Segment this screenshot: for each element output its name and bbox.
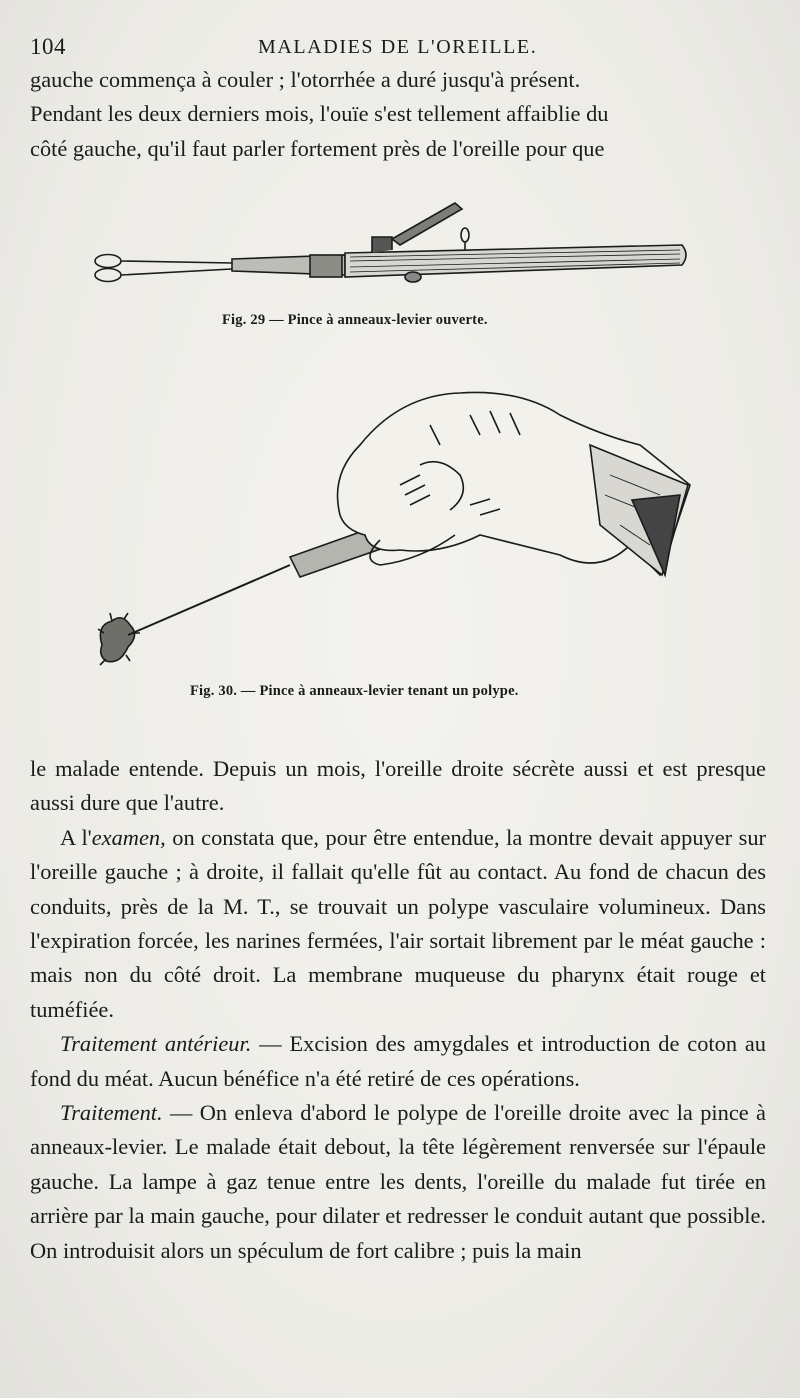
page-number: 104 bbox=[30, 34, 66, 59]
hand-holding-forceps-illustration bbox=[0, 385, 800, 685]
paragraph bbox=[30, 1027, 766, 1096]
italic-heading: Traitement antérieur. bbox=[60, 1031, 252, 1057]
text-top bbox=[30, 63, 766, 166]
paragraph bbox=[30, 1096, 766, 1268]
italic-term: examen, bbox=[91, 824, 166, 850]
paragraph-lead: A l' bbox=[60, 824, 92, 850]
text-line: Pendant les deux derniers mois, l'ouïe s'est tellement affaiblie du bbox=[30, 101, 609, 127]
paragraph-body: — On enleva d'abord le polype de l'oreille droite avec la pince à anneaux-levier. Le malade était debout, la tête légèrement renversée sur l'épaule gauche. La lampe à gaz tenue entre les dents, l'oreille du malade fut tirée en arrière par la main gauche, pour dilater et redresser le conduit autant que possible. On introduisit alors un spéculum de fort calibre ; puis la main bbox=[30, 1100, 766, 1263]
paragraph-body: — Excision des amygdales et introduction de coton au fond du méat. Aucun bénéfice n'a été retiré de ces opérations. bbox=[30, 1031, 767, 1091]
page-header bbox=[0, 34, 800, 66]
figure-30-caption: Fig. 30. — Pince à anneaux-levier tenant un polype. bbox=[190, 683, 519, 699]
text-bottom bbox=[30, 752, 766, 1268]
paragraph: le malade entende. Depuis un mois, l'oreille droite sécrète aussi et est presque aussi dure que l'autre. bbox=[30, 756, 766, 816]
paragraph bbox=[30, 821, 766, 1027]
running-title: MALADIES DE L'OREILLE. bbox=[258, 36, 538, 58]
forceps-open-illustration bbox=[0, 195, 800, 315]
figure-29-caption: Fig. 29 — Pince à anneaux-levier ouverte. bbox=[222, 312, 488, 328]
text-line: gauche commença à couler ; l'otorrhée a duré jusqu'à présent. bbox=[30, 67, 581, 92]
paragraph-body: on constata que, pour être entendue, la montre devait appuyer sur l'oreille gauche ; à droite, il fallait qu'elle fût au contact. Au fond de chacun des conduits, près de la M. T., se trouvait un polype vasculaire volumineux. Dans l'expiration forcée, les narines fermées, l'air sortait librement par le méat gauche : mais non du côté droit. La membrane muqueuse du pharynx était rouge et tuméfiée. bbox=[30, 824, 767, 1022]
text-line: côté gauche, qu'il faut parler fortement près de l'oreille pour que bbox=[30, 135, 605, 161]
italic-heading: Traitement. bbox=[60, 1100, 163, 1126]
